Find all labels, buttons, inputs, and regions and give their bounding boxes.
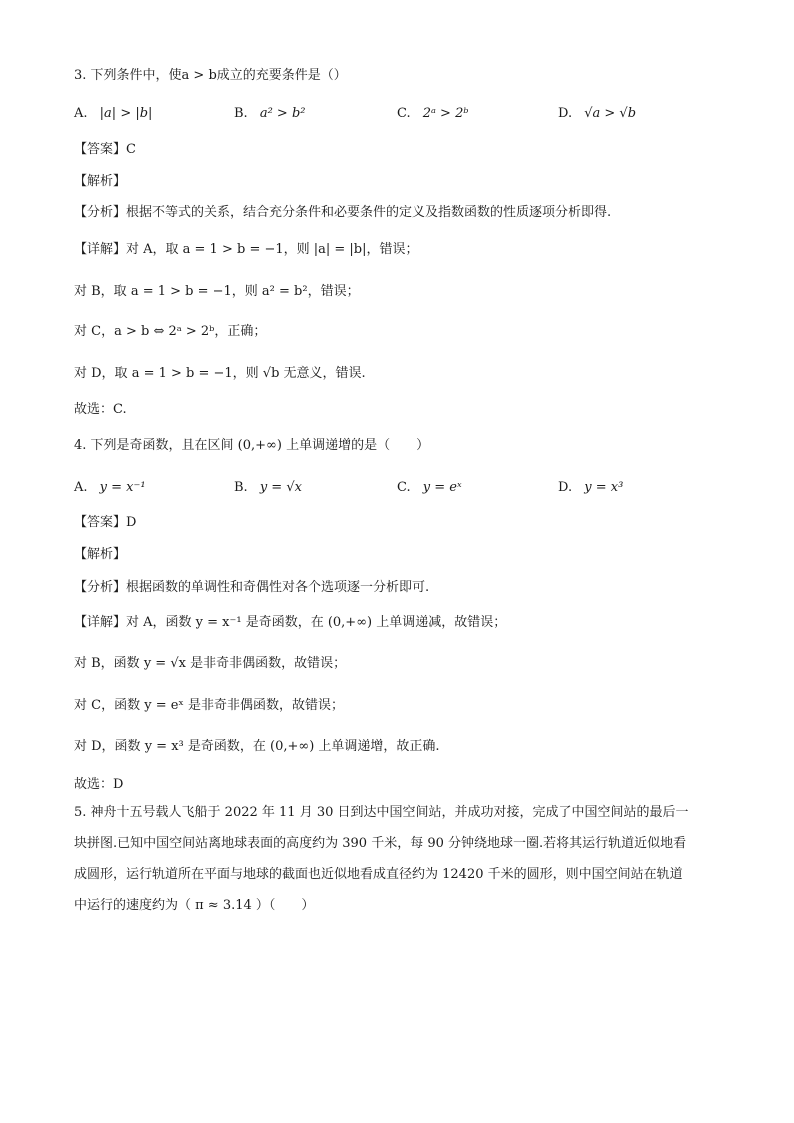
q3-option-c	[397, 104, 469, 124]
q4-jiexi-heading: 【解析】	[74, 547, 127, 562]
q5-line-3: 成圆形，运行轨道所在平面与地球的截面也近似地看成直径约为 12420 千米的圆形，则中国空间站在轨道	[74, 867, 683, 882]
q3-option-d	[558, 104, 636, 124]
q3-option-b	[234, 104, 305, 124]
q3-option-d-expr: √a > √b	[584, 106, 637, 121]
q4-option-b-expr: y = √x	[259, 480, 302, 495]
q4-detail-b: 对 B，函数 y = √x 是非奇非偶函数，故错误；	[74, 656, 347, 671]
q4-option-a-letter: A.	[74, 480, 88, 495]
q4-analysis: 【分析】根据函数的单调性和奇偶性对各个选项逐一分析即可.	[74, 580, 430, 595]
q3-option-d-letter: D.	[558, 106, 573, 121]
q3-detail-b: 对 B，取 a = 1 > b = −1，则 a² = b²，错误；	[74, 284, 360, 299]
q4-option-b-letter: B.	[234, 480, 248, 495]
q4-option-c-letter: C.	[397, 480, 411, 495]
q3-conclusion: 故选：C.	[74, 402, 127, 417]
q3-analysis: 【分析】根据不等式的关系，结合充分条件和必要条件的定义及指数函数的性质逐项分析即得.	[74, 205, 612, 220]
q4-detail-d: 对 D，函数 y = x³ 是奇函数，在 (0,+∞) 上单调递增，故正确.	[74, 739, 440, 754]
q3-answer: 【答案】C	[74, 142, 136, 157]
q3-stem: 3. 下列条件中，使a > b成立的充要条件是（）	[74, 68, 347, 83]
q4-option-b	[234, 478, 302, 498]
q4-option-d	[558, 478, 623, 498]
q4-option-a-expr: y = x⁻¹	[99, 480, 146, 495]
q4-option-d-expr: y = x³	[584, 480, 624, 495]
q4-answer: 【答案】D	[74, 515, 137, 530]
q3-jiexi-heading: 【解析】	[74, 174, 127, 189]
q4-option-c	[397, 478, 462, 498]
q4-conclusion: 故选：D	[74, 777, 124, 792]
q4-option-d-letter: D.	[558, 480, 573, 495]
q3-option-b-expr: a² > b²	[259, 106, 306, 121]
q4-stem: 4. 下列是奇函数，且在区间 (0,+∞) 上单调递增的是（ ）	[74, 438, 430, 453]
q4-detail-c: 对 C，函数 y = eˣ 是非奇非偶函数，故错误；	[74, 698, 345, 713]
q3-option-a-expr: |a| > |b|	[99, 106, 153, 121]
q3-option-a	[74, 104, 152, 124]
q3-detail-a: 【详解】对 A，取 a = 1 > b = −1，则 |a| = |b|，错误；	[74, 242, 419, 257]
q3-detail-d: 对 D，取 a = 1 > b = −1，则 √b 无意义，错误.	[74, 366, 366, 381]
q4-option-a	[74, 478, 146, 498]
q3-detail-c: 对 C，a > b ⇔ 2ᵃ > 2ᵇ，正确；	[74, 324, 267, 339]
q3-option-c-letter: C.	[397, 106, 411, 121]
q5-line-4: 中运行的速度约为（ π ≈ 3.14 ）（ ）	[74, 898, 315, 913]
q5-line-1: 5. 神舟十五号载人飞船于 2022 年 11 月 30 日到达中国空间站，并成功对接，完成了中国空间站的最后一	[74, 805, 689, 820]
q3-option-b-letter: B.	[234, 106, 248, 121]
q4-detail-a: 【详解】对 A，函数 y = x⁻¹ 是奇函数，在 (0,+∞) 上单调递减，故错误；	[74, 615, 507, 630]
q3-option-a-letter: A.	[74, 106, 88, 121]
q4-option-c-expr: y = eˣ	[422, 480, 462, 495]
q5-line-2: 块拼图.已知中国空间站离地球表面的高度约为 390 千米，每 90 分钟绕地球一圈.若将其运行轨道近似地看	[74, 836, 687, 851]
q3-option-c-expr: 2ᵃ > 2ᵇ	[422, 106, 469, 121]
